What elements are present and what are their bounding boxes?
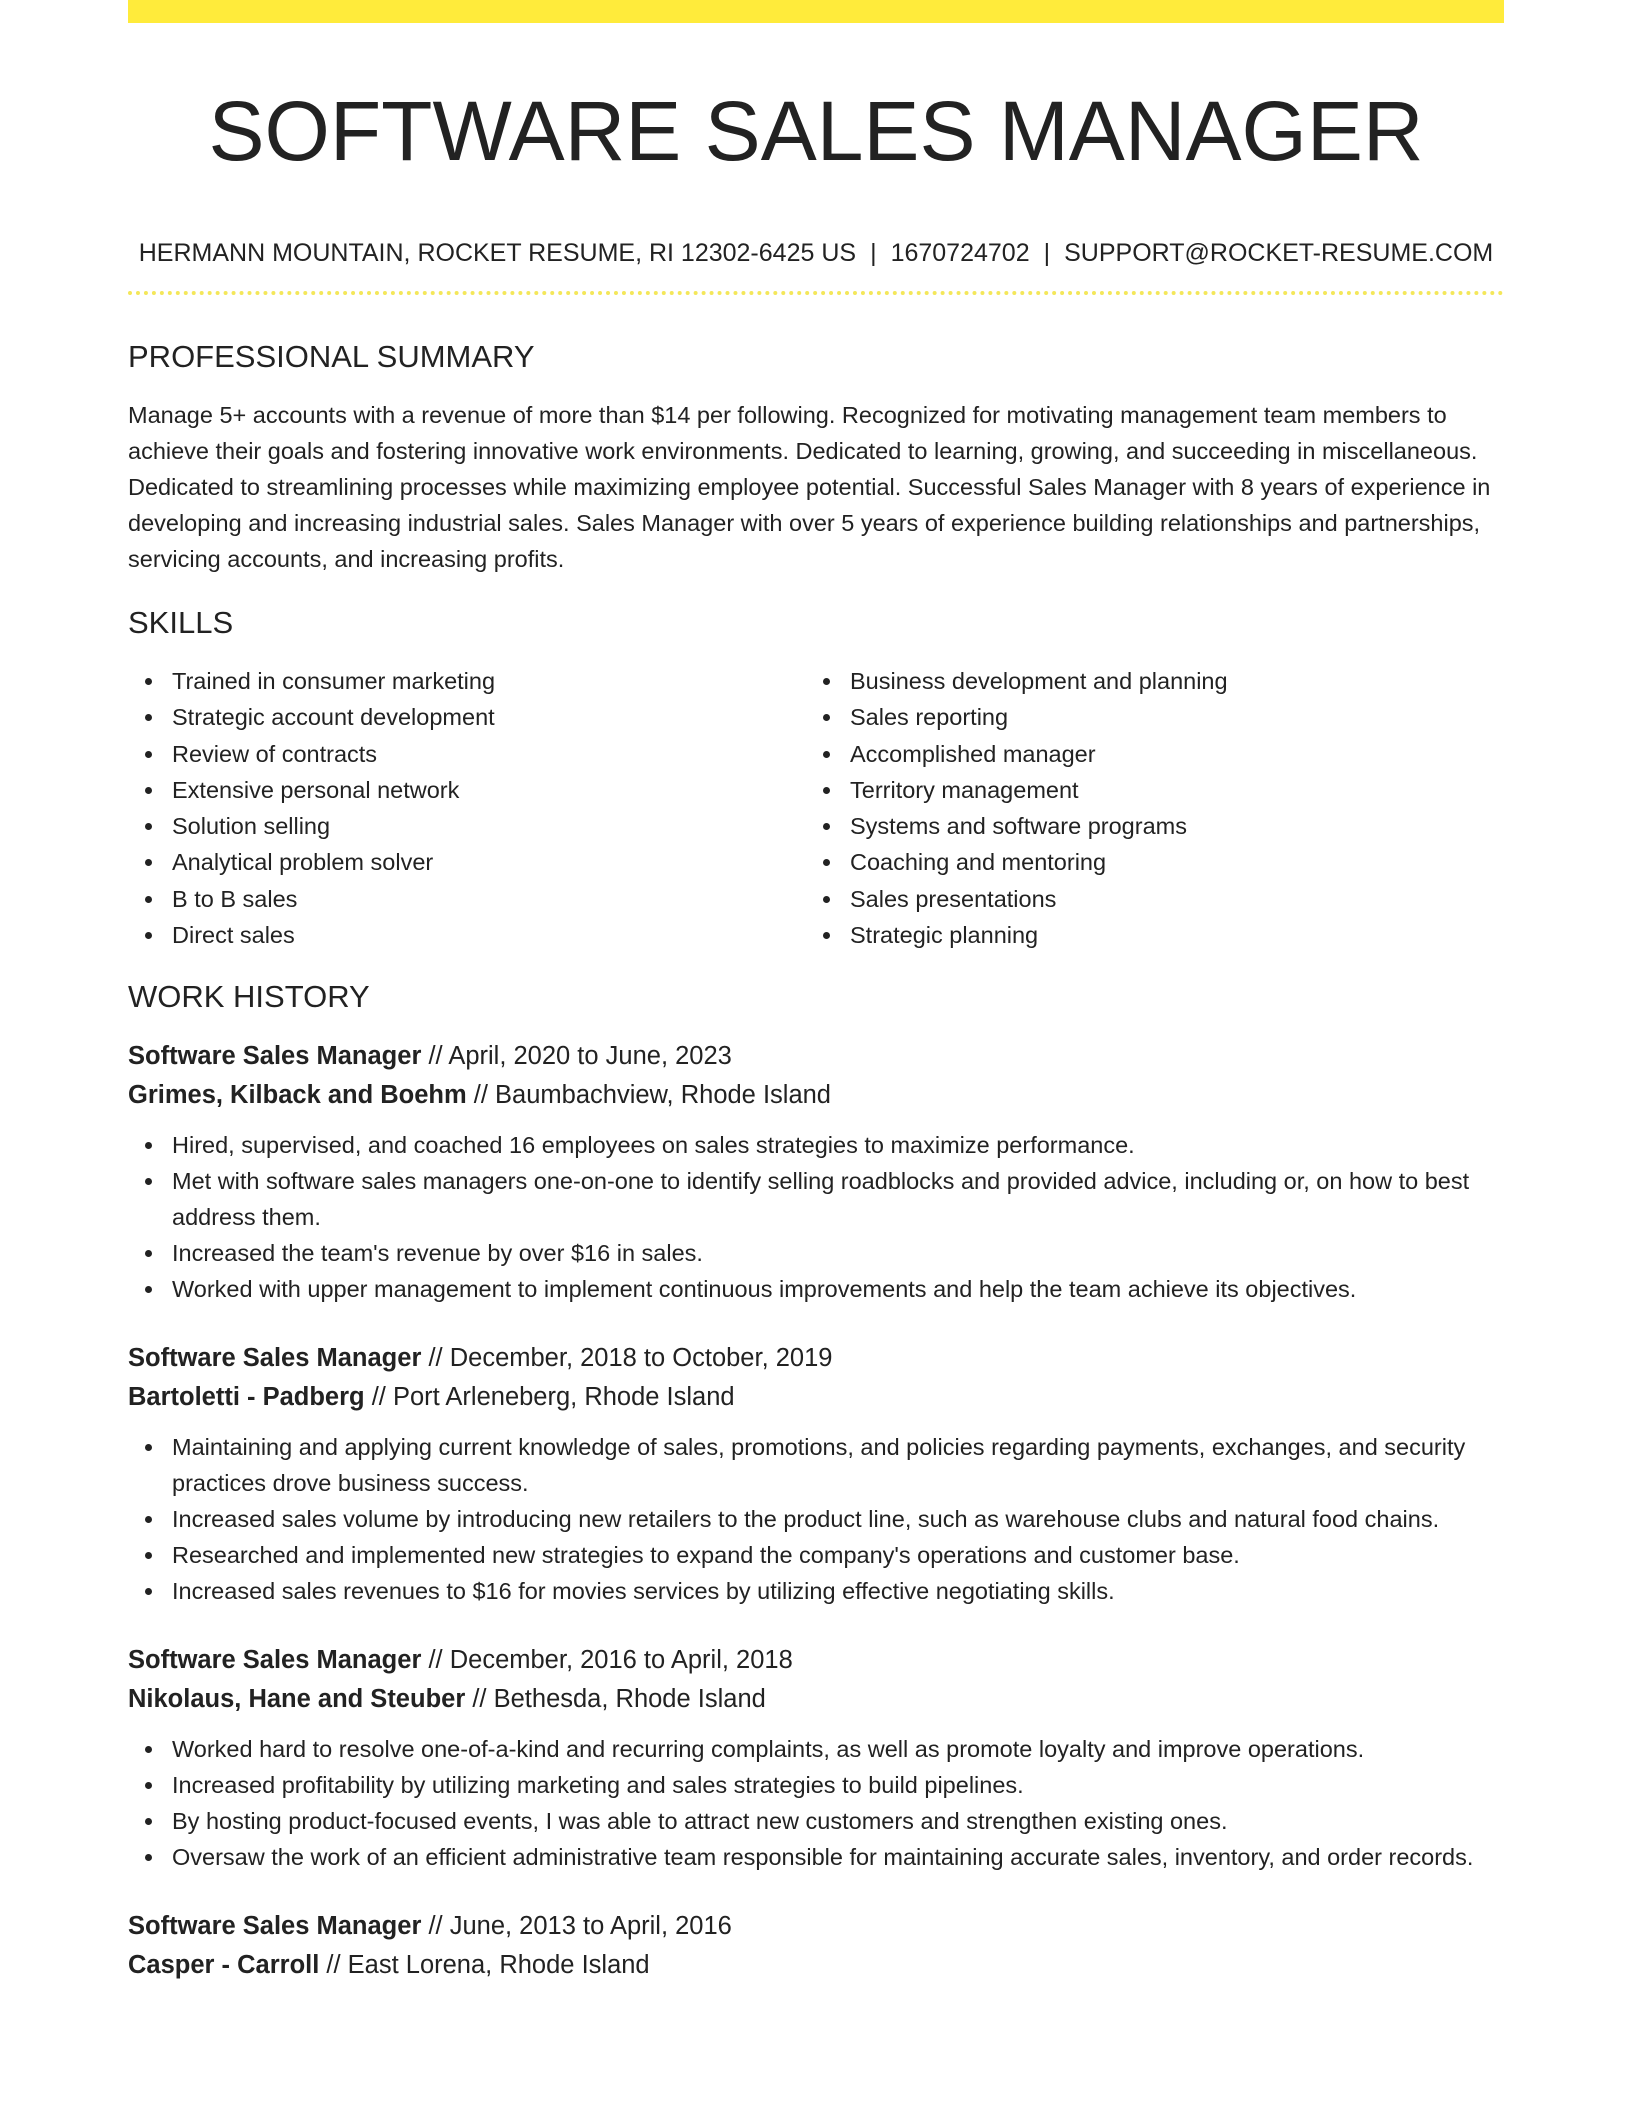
- job-role-line: [128, 1339, 1504, 1378]
- job-bullet: Increased sales revenues to $16 for movies services by utilizing effective negotiating skills.: [128, 1573, 1504, 1609]
- skill-item: Extensive personal network: [128, 772, 806, 808]
- skill-item: Coaching and mentoring: [806, 844, 1484, 880]
- job-entry: [128, 1907, 1504, 1985]
- job-bullet-list: [128, 1127, 1504, 1307]
- skill-item: Sales reporting: [806, 699, 1484, 735]
- job-dates: December, 2018 to October, 2019: [449, 1344, 833, 1373]
- job-location: Baumbachview, Rhode Island: [495, 1081, 831, 1110]
- job-bullet: Met with software sales managers one-on-one to identify selling roadblocks and provided advice, including or, on how to best address them.: [128, 1163, 1504, 1235]
- job-separator: //: [319, 1951, 348, 1980]
- job-bullet: Increased profitability by utilizing marketing and sales strategies to build pipelines.: [128, 1767, 1504, 1803]
- job-company-line: [128, 1378, 1504, 1417]
- skill-item: Trained in consumer marketing: [128, 663, 806, 699]
- contact-address: HERMANN MOUNTAIN, ROCKET RESUME, RI 12302-6425 US: [138, 239, 857, 267]
- job-dates: December, 2016 to April, 2018: [449, 1646, 793, 1675]
- skill-item: Sales presentations: [806, 881, 1484, 917]
- summary-text: Manage 5+ accounts with a revenue of more than $14 per following. Recognized for motivating management team members to achieve their goals and fostering innovative work environments. Dedicated to learning, growing, and succeeding in miscellaneous. Dedicated to streamlining processes while maximizing employee potential. Successful Sales Manager with 8 years of experience in developing and increasing industrial sales. Sales Manager with over 5 years of experience building relationships and partnerships, servicing accounts, and increasing profits.: [128, 402, 1491, 572]
- job-company: Bartoletti - Padberg: [128, 1383, 365, 1412]
- contact-line: [128, 237, 1504, 269]
- job-entry: [128, 1037, 1504, 1307]
- contact-separator: |: [1043, 239, 1051, 267]
- job-role-line: [128, 1037, 1504, 1076]
- job-location: East Lorena, Rhode Island: [347, 1951, 650, 1980]
- job-company-line: [128, 1680, 1504, 1719]
- skill-item: Business development and planning: [806, 663, 1484, 699]
- skill-item: Strategic account development: [128, 699, 806, 735]
- job-bullet: Worked with upper management to implement continuous improvements and help the team achieve its objectives.: [128, 1271, 1504, 1307]
- dotted-divider: [128, 291, 1504, 295]
- resume-page: [128, 0, 1504, 1985]
- job-bullet: Researched and implemented new strategies to expand the company's operations and customer base.: [128, 1537, 1504, 1573]
- job-dates: April, 2020 to June, 2023: [448, 1042, 732, 1071]
- skill-item: B to B sales: [128, 881, 806, 917]
- job-company-line: [128, 1946, 1504, 1985]
- summary-heading: PROFESSIONAL SUMMARY: [128, 339, 535, 374]
- job-entry: [128, 1641, 1504, 1875]
- skill-item: Analytical problem solver: [128, 844, 806, 880]
- job-bullet-list: [128, 1429, 1504, 1609]
- job-bullet: Worked hard to resolve one-of-a-kind and recurring complaints, as well as promote loyalty and improve operations.: [128, 1731, 1504, 1767]
- job-location: Bethesda, Rhode Island: [493, 1685, 766, 1714]
- job-separator: //: [364, 1383, 393, 1412]
- skills-columns: [128, 663, 1504, 953]
- contact-separator: |: [870, 239, 877, 267]
- resume-title: SOFTWARE SALES MANAGER: [208, 84, 1424, 178]
- job-company: Grimes, Kilback and Boehm: [128, 1081, 467, 1110]
- job-company: Nikolaus, Hane and Steuber: [128, 1685, 466, 1714]
- job-separator: //: [465, 1685, 494, 1714]
- job-bullet: By hosting product-focused events, I was able to attract new customers and strengthen existing ones.: [128, 1803, 1504, 1839]
- skills-list-left: [128, 663, 806, 953]
- job-bullet: Hired, supervised, and coached 16 employees on sales strategies to maximize performance.: [128, 1127, 1504, 1163]
- contact-phone: 1670724702: [890, 239, 1030, 267]
- job-role-line: [128, 1907, 1504, 1946]
- skill-item: Strategic planning: [806, 917, 1484, 953]
- skill-item: Direct sales: [128, 917, 806, 953]
- skill-item: Systems and software programs: [806, 808, 1484, 844]
- job-role: Software Sales Manager: [128, 1646, 422, 1675]
- job-bullet: Increased the team's revenue by over $16 in sales.: [128, 1235, 1504, 1271]
- job-role-line: [128, 1641, 1504, 1680]
- job-bullet: Increased sales volume by introducing new retailers to the product line, such as warehouse clubs and natural food chains.: [128, 1501, 1504, 1537]
- skill-item: Territory management: [806, 772, 1484, 808]
- job-location: Port Arleneberg, Rhode Island: [392, 1383, 735, 1412]
- skills-heading: SKILLS: [128, 605, 234, 640]
- job-role: Software Sales Manager: [128, 1344, 422, 1373]
- job-role: Software Sales Manager: [128, 1042, 422, 1071]
- job-role: Software Sales Manager: [128, 1912, 422, 1941]
- contact-email: SUPPORT@ROCKET-RESUME.COM: [1064, 239, 1494, 267]
- work-history-heading: WORK HISTORY: [128, 979, 370, 1015]
- job-bullet-list: [128, 1731, 1504, 1875]
- job-separator: //: [421, 1344, 450, 1373]
- job-dates: June, 2013 to April, 2016: [449, 1912, 732, 1941]
- job-company-line: [128, 1076, 1504, 1115]
- accent-bar: [128, 0, 1504, 23]
- job-separator: //: [466, 1081, 496, 1110]
- skill-item: Accomplished manager: [806, 736, 1484, 772]
- skills-list-right: [806, 663, 1484, 953]
- job-separator: //: [421, 1646, 450, 1675]
- job-entry: [128, 1339, 1504, 1609]
- job-bullet: Oversaw the work of an efficient administrative team responsible for maintaining accurate sales, inventory, and order records.: [128, 1839, 1504, 1875]
- job-separator: //: [421, 1042, 449, 1071]
- job-company: Casper - Carroll: [128, 1951, 320, 1980]
- skill-item: Solution selling: [128, 808, 806, 844]
- job-bullet: Maintaining and applying current knowledge of sales, promotions, and policies regarding payments, exchanges, and security practices drove business success.: [128, 1429, 1504, 1501]
- skill-item: Review of contracts: [128, 736, 806, 772]
- work-history-list: [128, 1037, 1504, 1985]
- job-separator: //: [421, 1912, 450, 1941]
